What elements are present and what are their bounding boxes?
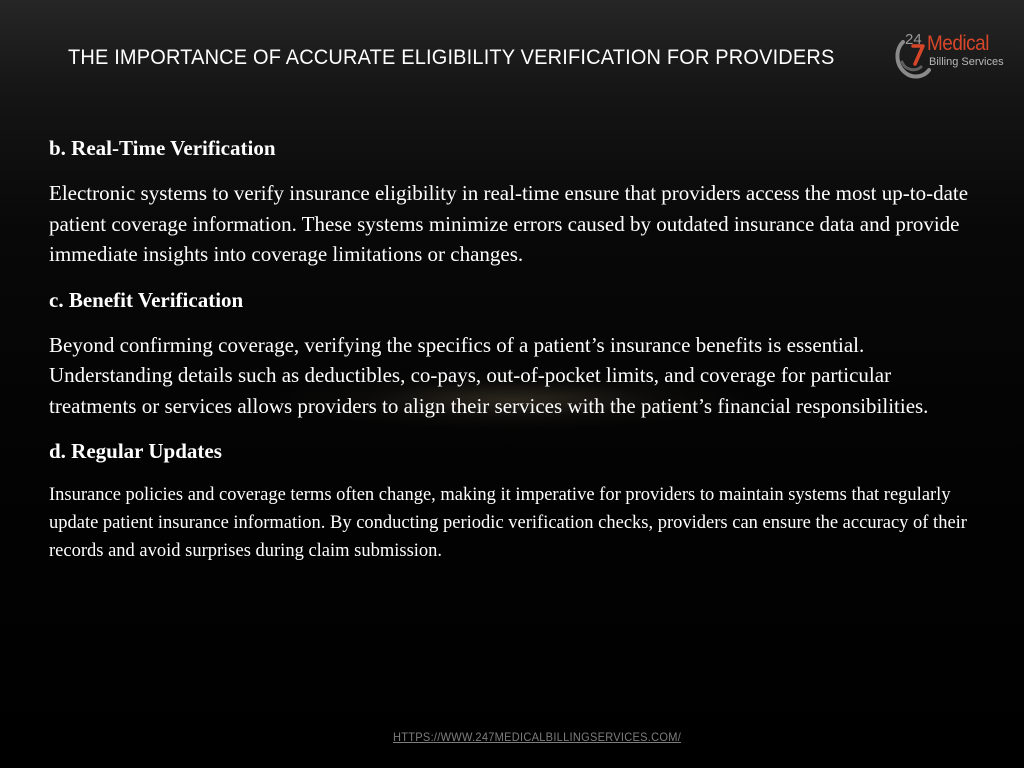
website-link[interactable]: HTTPS://WWW.247MEDICALBILLINGSERVICES.COM/ [393,730,682,744]
section-heading-updates: d. Regular Updates [49,439,222,463]
logo-wordmark: Medical [927,32,989,55]
section-body-updates: Insurance policies and coverage terms often change, making it imperative for providers to maintain systems that regularly update patient insurance information. By conducting periodic verification checks, providers can ensure the accuracy of their records and avoid surprises during claim submission. [49,485,967,561]
section-body-real-time: Electronic systems to verify insurance eligibility in real-time ensure that providers access the most up-to-date patient coverage information. These systems minimize errors caused by outdated insurance data and provide immediate insights into coverage limitations or changes. [49,181,969,266]
logo-number: 24 [905,31,922,48]
company-logo [893,30,1005,82]
slide-title: THE IMPORTANCE OF ACCURATE ELIGIBILITY VERIFICATION FOR PROVIDERS [68,46,835,69]
section-heading-real-time: b. Real-Time Verification [49,136,276,160]
logo-subtitle: Billing Services [929,56,1004,68]
slide-content [49,133,979,580]
section-heading-benefit: c. Benefit Verification [49,287,244,312]
section-body-benefit: Beyond confirming coverage, verifying the specifics of a patient’s insurance benefits is essential. Understanding details such as deductibles, co-pays, out-of-pocket limits, and coverage for particular treatments or services allows providers to align their services with the patient’s financial responsibilities. [49,332,929,418]
